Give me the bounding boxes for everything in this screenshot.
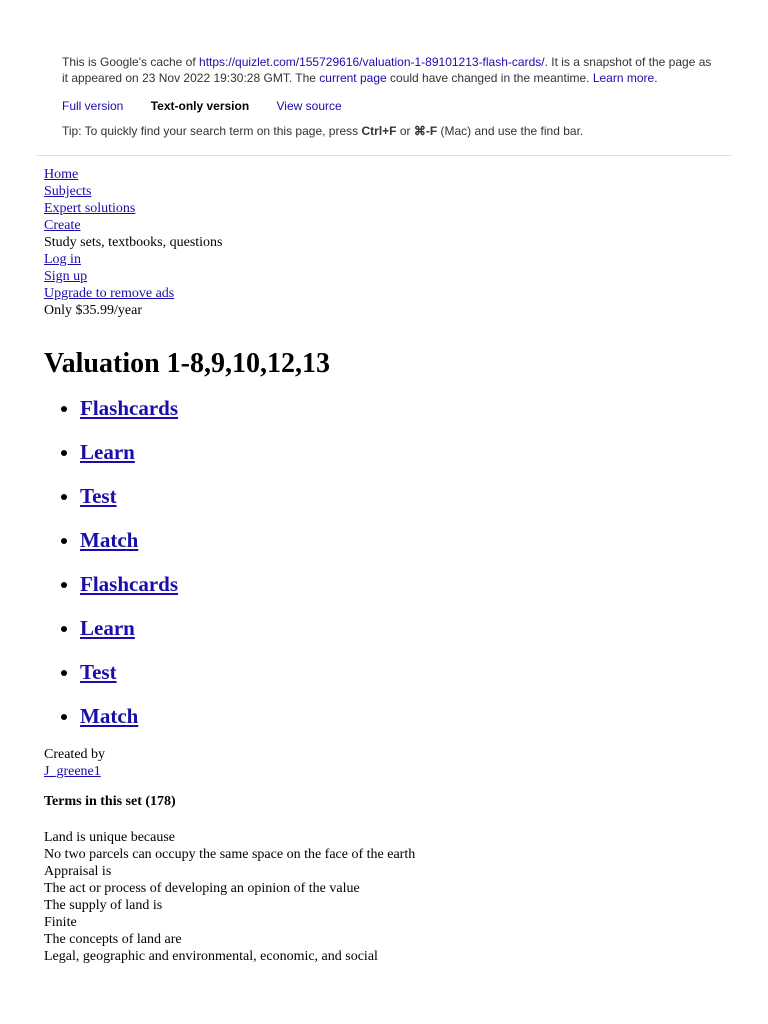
term-text: The supply of land is bbox=[44, 898, 163, 913]
study-mode-item bbox=[80, 616, 768, 660]
top-navigation bbox=[44, 166, 768, 319]
test-link-2[interactable]: Test bbox=[80, 660, 117, 684]
tip-key-cmd-f: ⌘-F bbox=[413, 124, 438, 138]
nav-subjects-link[interactable]: Subjects bbox=[44, 184, 92, 199]
cache-notice-text-3: could have changed in the meantime. bbox=[386, 71, 593, 85]
term-text: The concepts of land are bbox=[44, 932, 182, 947]
term-text: Land is unique because bbox=[44, 830, 176, 845]
cache-notice-text: This is Google's cache of bbox=[62, 55, 200, 69]
test-link[interactable]: Test bbox=[80, 484, 117, 508]
definition-text: Legal, geographic and environmental, economic, and social bbox=[44, 949, 378, 964]
view-source-link[interactable]: View source bbox=[276, 99, 342, 113]
log-in-link[interactable]: Log in bbox=[44, 252, 81, 267]
study-mode-item bbox=[80, 396, 768, 440]
study-mode-item bbox=[80, 440, 768, 484]
text-only-version-label: Text-only version bbox=[150, 99, 250, 113]
term-text: Appraisal is bbox=[44, 864, 112, 879]
current-page-link[interactable]: current page bbox=[319, 71, 387, 85]
cache-banner bbox=[36, 0, 732, 156]
nav-create-link[interactable]: Create bbox=[44, 218, 81, 233]
tip-text: Tip: To quickly find your search term on this page, press bbox=[62, 124, 362, 138]
cache-notice bbox=[62, 54, 712, 86]
definition-text: No two parcels can occupy the same space on the face of the earth bbox=[44, 847, 416, 862]
created-by-label: Created by bbox=[44, 747, 106, 762]
tip-or: or bbox=[396, 124, 414, 138]
cache-notice-text-2: . It is a snapshot of the page as it appeared on 23 Nov 2022 19:30:28 GMT. The bbox=[62, 55, 712, 85]
price-text: Only $35.99/year bbox=[44, 303, 142, 318]
search-hint-text: Study sets, textbooks, questions bbox=[44, 235, 223, 250]
page-title: Valuation 1-8,9,10,12,13 bbox=[44, 348, 331, 379]
study-mode-item bbox=[80, 484, 768, 528]
match-link[interactable]: Match bbox=[80, 528, 139, 552]
study-mode-item bbox=[80, 572, 768, 616]
creator-profile-link[interactable]: J_greene1 bbox=[44, 764, 101, 779]
terms-heading: Terms in this set (178) bbox=[44, 794, 176, 809]
terms-list bbox=[44, 829, 768, 965]
full-version-link[interactable]: Full version bbox=[62, 99, 124, 113]
upgrade-link[interactable]: Upgrade to remove ads bbox=[44, 286, 175, 301]
learn-link-2[interactable]: Learn bbox=[80, 616, 135, 640]
study-mode-item bbox=[80, 528, 768, 572]
learn-link[interactable]: Learn bbox=[80, 440, 135, 464]
study-mode-item bbox=[80, 704, 768, 748]
creator-info bbox=[44, 746, 768, 780]
learn-more-link[interactable]: Learn more. bbox=[592, 71, 658, 85]
flashcards-link[interactable]: Flashcards bbox=[80, 396, 179, 420]
nav-home-link[interactable]: Home bbox=[44, 167, 79, 182]
cached-url-link[interactable]: https://quizlet.com/155729616/valuation-1-89101213-flash-cards/ bbox=[199, 55, 545, 69]
flashcards-link-2[interactable]: Flashcards bbox=[80, 572, 179, 596]
definition-text: Finite bbox=[44, 915, 77, 930]
cache-version-nav bbox=[62, 98, 696, 114]
match-link-2[interactable]: Match bbox=[80, 704, 139, 728]
study-mode-item bbox=[80, 660, 768, 704]
nav-expert-solutions-link[interactable]: Expert solutions bbox=[44, 201, 136, 216]
tip-suffix: (Mac) and use the find bar. bbox=[437, 124, 584, 138]
sign-up-link[interactable]: Sign up bbox=[44, 269, 88, 284]
tip-key-ctrl-f: Ctrl+F bbox=[361, 124, 397, 138]
study-mode-list bbox=[44, 396, 768, 748]
cache-tip bbox=[62, 123, 696, 139]
page-content bbox=[0, 166, 768, 965]
definition-text: The act or process of developing an opinion of the value bbox=[44, 881, 360, 896]
